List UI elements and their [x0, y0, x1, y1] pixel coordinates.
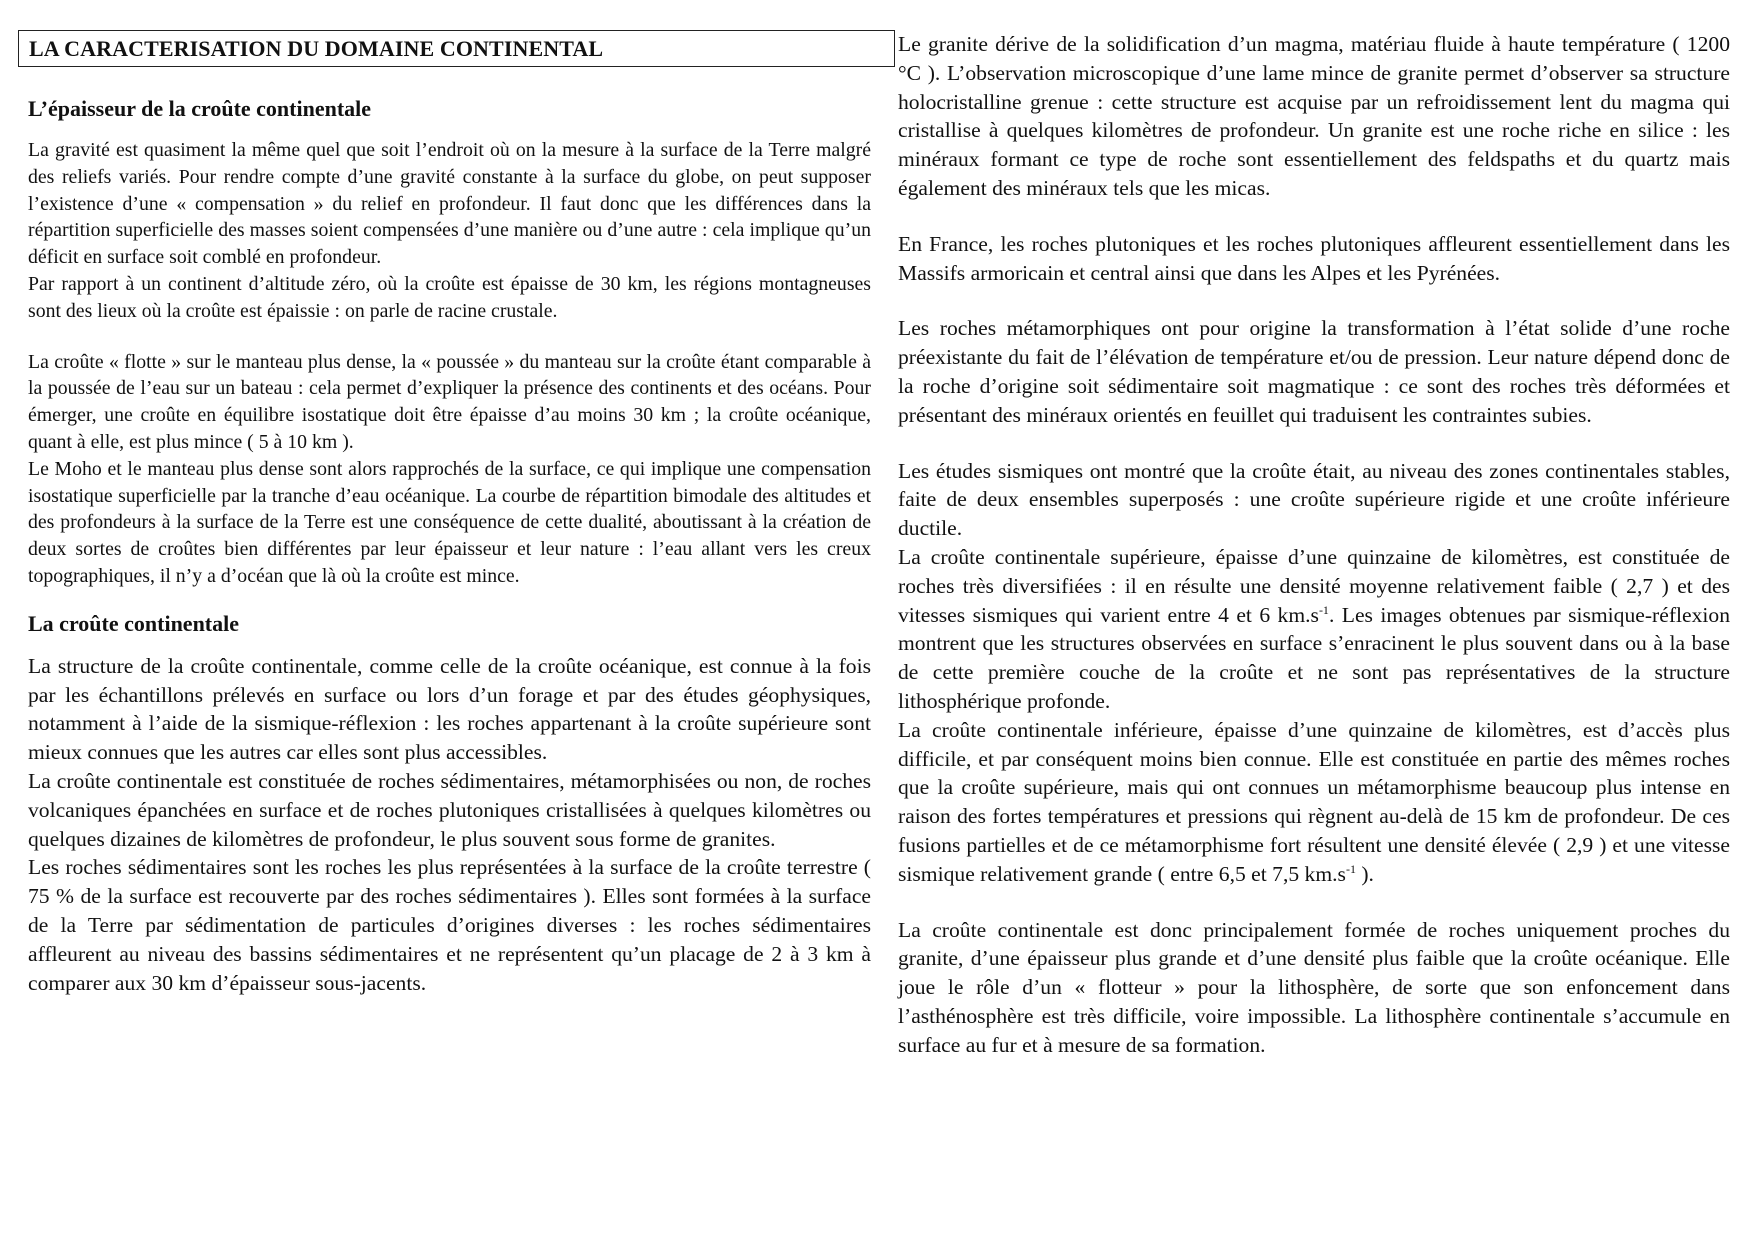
left-column [28, 30, 871, 997]
paragraph-conclusion: La croûte continentale est donc principalement formée de roches uniquement proches du granite, d’une épaisseur plus grande et d’une densité plus faible que la croûte océanique. Elle joue le rôle d’un « flotteur » pour la lithosphère, de sorte que son enfoncement dans l’asthénosphère est très difficile, voire impossible. La lithosphère continentale s’accumule en surface au fur et à mesure de sa formation. [898, 917, 1730, 1057]
paragraph: La gravité est quasiment la même quel que soit l’endroit où on la mesure à la surface de la Terre malgré des reliefs variés. Pour rendre compte d’une gravité constante à la surface du globe, on peut supposer l’existence d’une « compensation » du relief en profondeur. Il faut donc que les différences dans la répartition superficielle des masses soient compensées d’une manière ou d’une autre : cela implique qu’un déficit en surface soit comblé en profondeur. [28, 139, 871, 269]
paragraph: Par rapport à un continent d’altitude zéro, où la croûte est épaisse de 30 km, les régions montagneuses sont des lieux où la croûte est épaissie : on parle de racine crustale. [28, 272, 871, 322]
paragraph: La structure de la croûte continentale, comme celle de la croûte océanique, est connue à la fois par les échantillons prélevés en surface ou lors d’un forage et par des études géophysiques, notamment à l’aide de la sismique-réflexion : les roches appartenant à la croûte supérieure sont mieux connues que les autres car elles sont plus accessibles. [28, 653, 871, 765]
paragraph: En France, les roches plutoniques et les roches plutoniques affleurent essentiellement dans les Massifs armoricain et central ainsi que dans les Alpes et les Pyrénées. [898, 231, 1730, 285]
paragraph: La croûte « flotte » sur le manteau plus dense, la « poussée » du manteau sur la croûte étant comparable à la poussée de l’eau sur un bateau : cela permet d’expliquer la présence des continents et des océans. Pour émerger, une croûte en équilibre isostatique doit être épaisse d’au moins 30 km ; la croûte océanique, quant à elle, est plus mince ( 5 à 10 km ). [28, 350, 871, 453]
section-heading-crust-thickness: L’épaisseur de la croûte continentale [28, 96, 372, 121]
paragraph: Les roches métamorphiques ont pour origine la transformation à l’état solide d’une roche préexistante du fait de l’élévation de température et/ou de pression. Leur nature dépend donc de la roche d’origine soit sédimentaire soit magmatique : ce sont des roches très déformées et présentant des minéraux orientés en feuillet qui traduisent les contraintes subies. [898, 316, 1730, 427]
paragraph: La croûte continentale est constituée de roches sédimentaires, métamorphisées ou non, de roches volcaniques épanchées en surface et de roches plutoniques cristallisées à quelques kilomètres ou quelques dizaines de kilomètres de profondeur, le plus souvent sous forme de granites. [28, 768, 871, 851]
paragraph: Les études sismiques ont montré que la croûte était, au niveau des zones continentales stables, faite de deux ensembles superposés : une croûte supérieure rigide et une croûte inférieure ductile. [898, 458, 1730, 541]
paragraph: Le Moho et le manteau plus dense sont alors rapprochés de la surface, ce qui implique une compensation isostatique superficielle par la tranche d’eau océanique. La courbe de répartition bimodale des altitudes et des profondeurs à la surface de la Terre est une conséquence de cette dualité, aboutissant à la création de deux sortes de croûtes bien différentes par leur épaisseur et leur nature : l’eau allant vers les creux topographiques, il n’y a d’océan que là où la croûte est mince. [28, 457, 871, 587]
section-heading-continental-crust: La croûte continentale [28, 610, 240, 636]
paragraph-upper-crust: La croûte continentale supérieure, épaisse d’une quinzaine de kilomètres, est constituée de roches très diversifiées : il en résulte une densité moyenne relativement faible ( 2,7 ) et des vitesses sismiques qui varient entre 4 et 6 $km.s^{-1}$. Les images obtenues par sismique-réflexion montrent que les structures observées en surface s’enracinent le plus souvent dans ou à la base de cette première couche de la croûte et ne sont pas représentatives de la structure lithosphérique profonde. [898, 544, 1730, 713]
paragraph: Le granite dérive de la solidification d’un magma, matériau fluide à haute température ( 1200 °C ). L’observation microscopique d’une lame mince de granite permet d’observer sa structure holocristalline grenue : cette structure est acquise par un refroidissement lent du magma qui cristallise à quelques kilomètres de profondeur. Un granite est une roche riche en silice : les minéraux formant ce type de roche sont essentiellement des feldspaths et du quartz mais également des minéraux tels que les micas. [898, 32, 1730, 200]
paragraph-lower-crust: La croûte continentale inférieure, épaisse d’une quinzaine de kilomètres, est d’accès plus difficile, et par conséquent moins bien connue. Elle est constituée en partie des mêmes roches que la croûte supérieure, mais qui ont connues un métamorphisme beaucoup plus intense en raison des fortes températures et pressions qui règnent au-delà de 15 km de profondeur. De ces fusions partielles et de ce métamorphisme fort résultent une densité élevée ( 2,9 ) et une vitesse sismique relativement grande ( entre 6,5 et 7,5 $km.s^{-1}$ ). [898, 717, 1730, 886]
paragraph: Les roches sédimentaires sont les roches les plus représentées à la surface de la croûte terrestre ( 75 % de la surface est recouverte par des roches sédimentaires ). Elles sont formées à la surface de la Terre par sédimentation de particules d’origines diverses : les roches sédimentaires affleurent au niveau des bassins sédimentaires et ne représentent qu’un placage de 2 à 3 km à comparer aux 30 km d’épaisseur sous-jacents. [28, 855, 871, 995]
document-title: LA CARACTERISATION DU DOMAINE CONTINENTAL [18, 30, 895, 67]
right-column [898, 30, 1730, 1060]
